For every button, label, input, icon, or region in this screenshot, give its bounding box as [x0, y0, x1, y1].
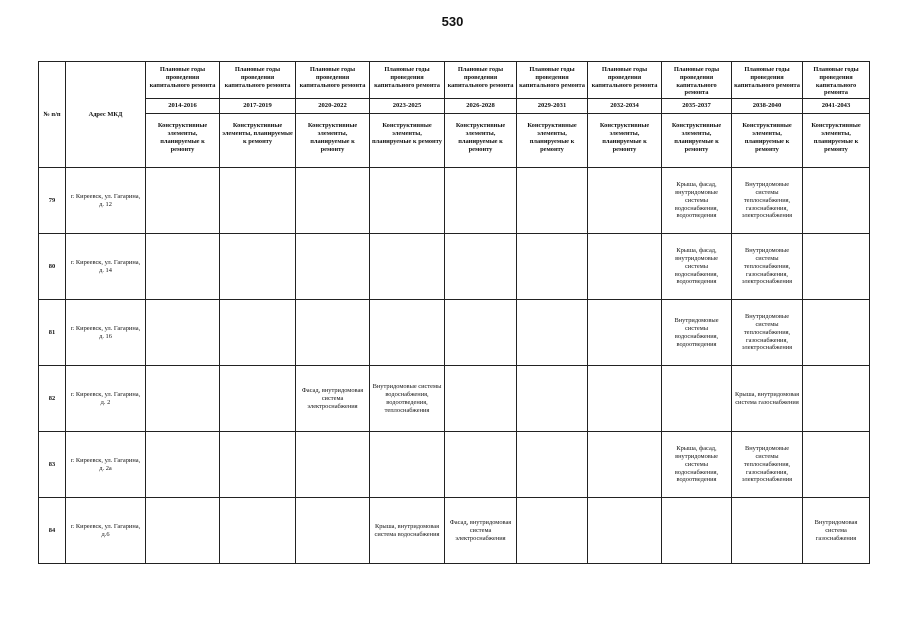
- header-period-title: Плановые годы проведения капитального ремонта: [146, 62, 220, 99]
- row-cell: [803, 168, 870, 234]
- table-row: [39, 432, 870, 498]
- header-num: № п/п: [39, 62, 66, 168]
- row-cell: [296, 234, 370, 300]
- header-elements-label: Конструктивные элементы, планируемые к ремонту: [370, 114, 445, 168]
- row-cell: Внутридомовые системы водоснабжения, водоотведения: [662, 300, 732, 366]
- row-number: 81: [39, 300, 66, 366]
- row-cell: [445, 366, 517, 432]
- row-cell: [588, 300, 662, 366]
- row-address: г. Киреевск, ул. Гагарина, д. 2: [66, 366, 146, 432]
- header-row-elements: [39, 114, 870, 168]
- header-elements-label: Конструктивные элементы, планируемые к ремонту: [296, 114, 370, 168]
- row-cell: Внутридомовые системы теплоснабжения, газоснабжения, электроснабжения: [732, 300, 803, 366]
- row-cell: [588, 168, 662, 234]
- row-cell: Внутридомовые системы теплоснабжения, газоснабжения, электроснабжения: [732, 168, 803, 234]
- row-address: г. Киреевск, ул. Гагарина, д. 14: [66, 234, 146, 300]
- row-address: г. Киреевск, ул. Гагарина, д. 16: [66, 300, 146, 366]
- row-cell: Внутридомовая система газоснабжения: [803, 498, 870, 564]
- header-period-title: Плановые годы проведения капитального ремонта: [296, 62, 370, 99]
- header-period-title: Плановые годы проведения капитального ремонта: [662, 62, 732, 99]
- row-cell: [296, 300, 370, 366]
- row-number: 80: [39, 234, 66, 300]
- row-cell: [445, 432, 517, 498]
- row-cell: [146, 432, 220, 498]
- row-cell: [803, 300, 870, 366]
- row-cell: Крыша, фасад, внутридомовые системы водоснабжения, водоотведения: [662, 234, 732, 300]
- header-period-title: Плановые годы проведения капитального ремонта: [220, 62, 296, 99]
- header-elements-label: Конструктивные элементы, планируемые к ремонту: [517, 114, 588, 168]
- header-elements-label: Конструктивные элементы, планируемые к ремонту: [732, 114, 803, 168]
- row-cell: [146, 498, 220, 564]
- row-cell: Крыша, внутридомовая система водоснабжения: [370, 498, 445, 564]
- row-cell: [220, 300, 296, 366]
- row-cell: Фасад, внутридомовая система электроснабжения: [296, 366, 370, 432]
- header-period-title: Плановые годы проведения капитального ремонта: [803, 62, 870, 99]
- row-cell: [296, 168, 370, 234]
- capital-repair-table: [38, 61, 870, 564]
- row-cell: [803, 366, 870, 432]
- row-cell: [220, 432, 296, 498]
- row-cell: [517, 234, 588, 300]
- header-elements-label: Конструктивные элементы, планируемые к ремонту: [445, 114, 517, 168]
- row-cell: Внутридомовые системы теплоснабжения, газоснабжения, электроснабжения: [732, 432, 803, 498]
- header-period-title: Плановые годы проведения капитального ремонта: [588, 62, 662, 99]
- row-cell: [296, 498, 370, 564]
- header-period-title: Плановые годы проведения капитального ремонта: [732, 62, 803, 99]
- row-cell: [517, 300, 588, 366]
- row-cell: [588, 234, 662, 300]
- table-row: [39, 168, 870, 234]
- header-period-title: Плановые годы проведения капитального ремонта: [370, 62, 445, 99]
- row-cell: [662, 498, 732, 564]
- row-cell: [732, 498, 803, 564]
- row-cell: Крыша, фасад, внутридомовые системы водоснабжения, водоотведения: [662, 168, 732, 234]
- row-cell: [803, 234, 870, 300]
- row-cell: [220, 366, 296, 432]
- header-years: 2038-2040: [732, 99, 803, 114]
- row-address: г. Киреевск, ул. Гагарина, д. 2а: [66, 432, 146, 498]
- row-cell: [662, 366, 732, 432]
- row-cell: Внутридомовые системы теплоснабжения, газоснабжения, электроснабжения: [732, 234, 803, 300]
- header-elements-label: Конструктивные элементы, планируемые к ремонту: [588, 114, 662, 168]
- row-cell: Крыша, внутридомовая система газоснабжения: [732, 366, 803, 432]
- header-years: 2029-2031: [517, 99, 588, 114]
- header-years: 2035-2037: [662, 99, 732, 114]
- row-address: г. Киреевск, ул. Гагарина, д. 12: [66, 168, 146, 234]
- table-row: [39, 498, 870, 564]
- row-cell: [146, 234, 220, 300]
- header-years: 2026-2028: [445, 99, 517, 114]
- header-elements-label: Конструктивные элементы, планируемые к ремонту: [220, 114, 296, 168]
- row-cell: [296, 432, 370, 498]
- header-row-titles: [39, 62, 870, 99]
- row-cell: [370, 168, 445, 234]
- header-address: Адрес МКД: [66, 62, 146, 168]
- row-cell: [517, 432, 588, 498]
- row-cell: Крыша, фасад, внутридомовые системы водоснабжения, водоотведения: [662, 432, 732, 498]
- header-elements-label: Конструктивные элементы, планируемые к ремонту: [662, 114, 732, 168]
- row-cell: [445, 234, 517, 300]
- row-cell: Внутридомовые системы водоснабжения, водоотведения, теплоснабжения: [370, 366, 445, 432]
- row-address: г. Киреевск, ул. Гагарина, д.6: [66, 498, 146, 564]
- row-cell: [370, 300, 445, 366]
- header-period-title: Плановые годы проведения капитального ремонта: [445, 62, 517, 99]
- header-years: 2041-2043: [803, 99, 870, 114]
- row-cell: [445, 168, 517, 234]
- row-cell: [370, 432, 445, 498]
- row-number: 84: [39, 498, 66, 564]
- row-cell: [588, 498, 662, 564]
- row-number: 83: [39, 432, 66, 498]
- row-number: 79: [39, 168, 66, 234]
- header-row-years: [39, 99, 870, 114]
- header-period-title: Плановые годы проведения капитального ремонта: [517, 62, 588, 99]
- row-number: 82: [39, 366, 66, 432]
- row-cell: [146, 300, 220, 366]
- row-cell: [220, 168, 296, 234]
- row-cell: [220, 498, 296, 564]
- header-years: 2032-2034: [588, 99, 662, 114]
- row-cell: [517, 366, 588, 432]
- header-years: 2020-2022: [296, 99, 370, 114]
- header-elements-label: Конструктивные элементы, планируемые к ремонту: [146, 114, 220, 168]
- row-cell: [146, 168, 220, 234]
- header-years: 2014-2016: [146, 99, 220, 114]
- row-cell: [803, 432, 870, 498]
- row-cell: [517, 168, 588, 234]
- header-elements-label: Конструктивные элементы, планируемые к ремонту: [803, 114, 870, 168]
- page-number: 530: [441, 14, 464, 29]
- row-cell: [220, 234, 296, 300]
- table-row: [39, 234, 870, 300]
- row-cell: [370, 234, 445, 300]
- row-cell: [517, 498, 588, 564]
- table-row: [39, 300, 870, 366]
- row-cell: [146, 366, 220, 432]
- table-row: [39, 366, 870, 432]
- row-cell: [588, 366, 662, 432]
- header-years: 2023-2025: [370, 99, 445, 114]
- row-cell: [445, 300, 517, 366]
- row-cell: [588, 432, 662, 498]
- row-cell: Фасад, внутридомовая система электроснабжения: [445, 498, 517, 564]
- header-years: 2017-2019: [220, 99, 296, 114]
